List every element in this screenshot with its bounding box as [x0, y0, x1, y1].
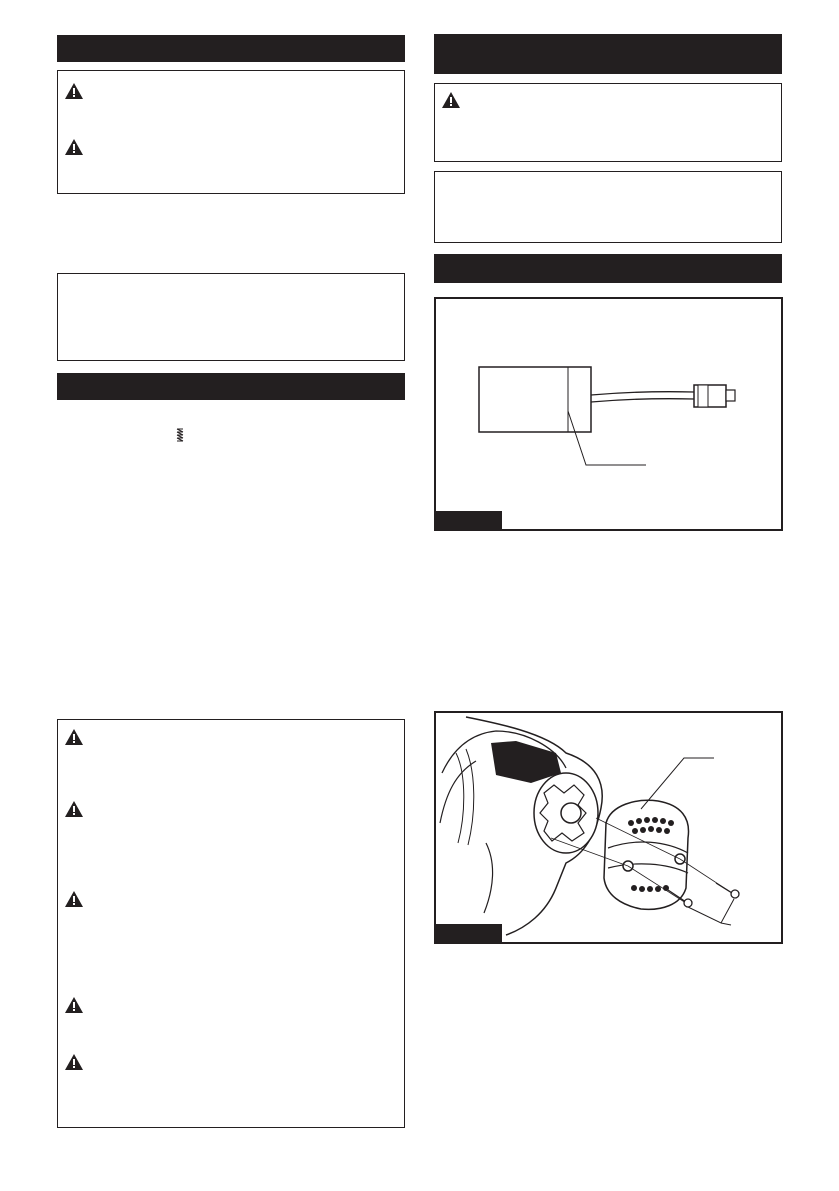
switch-with-cord-illustration [436, 299, 781, 529]
left-section-header-2 [57, 373, 405, 400]
spring-symbol-icon [176, 428, 184, 442]
warning-triangle-icon [65, 891, 83, 907]
figure-drill-cover [434, 711, 783, 944]
drill-cover-screws-illustration [436, 713, 781, 942]
warning-triangle-icon [442, 92, 460, 108]
right-note-box [434, 171, 782, 243]
right-warning-box [434, 83, 782, 162]
left-section-header-1 [57, 35, 405, 62]
figure-switch-cord [434, 297, 783, 531]
left-warning-box-2 [57, 719, 405, 1128]
left-note-box-1 [57, 273, 405, 361]
left-warning-box-1 [57, 70, 405, 194]
right-section-header-2 [434, 254, 782, 283]
figure-label-tab [436, 924, 502, 942]
warning-triangle-icon [65, 729, 83, 745]
right-section-header-1 [434, 34, 782, 74]
figure-label-tab [436, 511, 502, 529]
warning-triangle-icon [65, 1054, 83, 1070]
warning-triangle-icon [65, 83, 83, 99]
warning-triangle-icon [65, 801, 83, 817]
warning-triangle-icon [65, 139, 83, 155]
warning-triangle-icon [65, 997, 83, 1013]
